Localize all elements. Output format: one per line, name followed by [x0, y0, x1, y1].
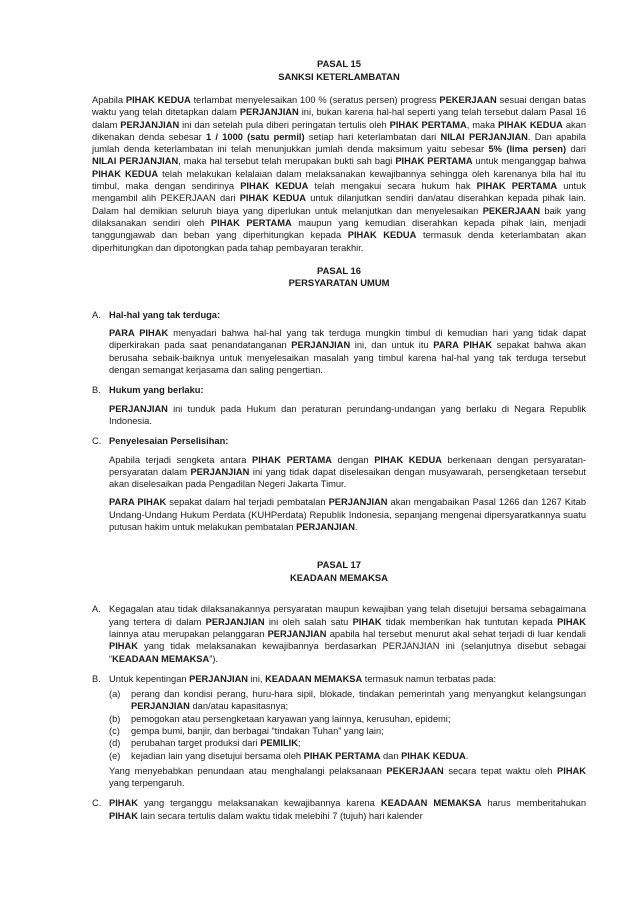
list-item: [109, 688, 586, 713]
text-run: PIHAK KEDUA: [401, 750, 466, 761]
list-text: [131, 689, 586, 711]
text-run: PERJANJIAN: [131, 701, 190, 712]
section-title: Hukum yang berlaku:: [109, 385, 204, 396]
section-paragraph: [109, 403, 586, 428]
pasal-17-number: PASAL 17: [317, 559, 361, 571]
section-a: [92, 309, 586, 376]
text-run: sepakat bahwa akan berusaha sebaik-baiknya untuk menyelesaikan masalah yang timbul karena hal-hal yang tak terduga tersebut dengan semangat kerjasama dan saling pengertian.: [109, 340, 586, 376]
text-run: ini tunduk pada Hukum dan peraturan perundang-undangan yang berlaku di Negara Republik Indonesia.: [109, 403, 586, 426]
text-run: lain secara tertulis dalam waktu tidak melebihi 7 (tujuh) hari kalender: [137, 810, 423, 821]
text-run: Apabila: [92, 95, 126, 105]
section-title: Hal-hal yang tak terduga:: [109, 309, 221, 320]
text-run: KEADAAN MEMAKSA: [265, 673, 363, 684]
list-item: [109, 725, 586, 737]
section-marker: B.: [92, 673, 101, 684]
text-run: gempa bumi, banjir, dan berbagai “tindakan Tuhan” yang lain;: [131, 725, 384, 736]
text-run: setiap hari keterlambatan dari: [304, 131, 441, 142]
text-run: ini oleh salah satu: [264, 616, 353, 627]
text-run: untuk mengambil alih PEKERJAAN dari: [92, 181, 586, 204]
pasal-15-paragraph: [92, 94, 586, 254]
pasal-15-heading: [92, 58, 586, 83]
section-paragraph: [109, 454, 586, 491]
text-run: pemogokan atau persengketaan karyawan yang lainnya, kerusuhan, epidemi;: [131, 713, 451, 724]
text-run: PERJANJIAN: [267, 628, 327, 639]
text-run: PIHAK: [109, 810, 138, 821]
text-run: terlambat menyelesaikan 100 % (seratus persen) progress: [190, 95, 440, 105]
section-marker: C.: [92, 436, 102, 447]
text-run: PIHAK KEDUA: [240, 181, 309, 192]
text-run: perubahan target produksi dari: [131, 738, 261, 749]
text-run: PIHAK KEDUA: [125, 95, 191, 105]
list-item: [109, 713, 586, 725]
text-run: PIHAK KEDUA: [497, 119, 563, 130]
text-run: PIHAK KEDUA: [92, 168, 159, 179]
text-run: dari: [566, 144, 586, 155]
text-run: ini dan setelah pula diberi peringatan tertulis oleh: [179, 119, 390, 130]
text-run: harus memberitahukan: [481, 798, 587, 809]
text-run: ;: [297, 738, 301, 749]
pasal-16-sections: [92, 309, 586, 533]
section-b: [92, 673, 586, 790]
section-marker: A.: [92, 604, 101, 615]
text-run: ”).: [209, 653, 218, 664]
text-run: telah mengakui secara hukum hak: [308, 181, 477, 192]
text-run: termasuk namun terbatas pada:: [362, 673, 497, 684]
pasal-16-title: PERSYARATAN UMUM: [288, 277, 390, 289]
text-run: PERJANJIAN: [205, 616, 265, 627]
list-marker: (b): [109, 713, 121, 724]
pasal-17-heading: [92, 559, 586, 584]
section-c: [92, 435, 586, 533]
list-text: [131, 726, 384, 736]
list-marker: (a): [109, 689, 121, 700]
list-text: [131, 714, 450, 724]
text-run: baik yang dilaksanakan sendiri oleh: [92, 205, 586, 228]
text-run: untuk menganggap bahwa: [472, 156, 586, 167]
text-run: berkenaan dengan persyaratan-persyaratan dalam: [109, 454, 586, 477]
text-run: PARA PIHAK: [109, 497, 167, 508]
text-run: Apabila terjadi sengketa antara: [109, 454, 253, 465]
text-run: .: [465, 750, 469, 761]
section-paragraph: [109, 765, 586, 790]
text-run: . Dan apabila jumlah denda keterlambatan ini telah menunjukkan jumlah denda maksimum yaitu sebesar: [92, 131, 586, 155]
text-run: PEKERJAAN: [482, 205, 541, 216]
text-run: apabila hal tersebut menurut akal sehat terjadi di luar kendali: [326, 628, 586, 639]
section-b: [92, 384, 586, 427]
section-paragraph: [109, 673, 586, 685]
text-run: PERJANJIAN: [190, 466, 250, 477]
text-run: NILAI PERJANJIAN: [92, 156, 179, 167]
text-run: telah melakukan kelalaian dalam melaksanakan kewajibannya sehingga oleh karenanya bila hal itu timbul, maka dengan sendirinya: [92, 168, 586, 192]
section-title: Penyelesaian Perselisihan:: [109, 436, 229, 447]
text-run: ini,: [248, 673, 266, 684]
text-run: dan/atau kapasitasnya;: [189, 701, 289, 712]
text-run: PERJANJIAN: [328, 497, 388, 508]
text-run: PIHAK PERTAMA: [476, 181, 558, 192]
text-run: yang terpengaruh.: [109, 778, 185, 789]
section-paragraph: [109, 327, 586, 376]
text-run: PERJANJIAN: [120, 119, 180, 130]
text-run: ini, bukan karena hal-hal seperti yang telah tersebut dalam Pasal 16 dalam: [92, 107, 586, 130]
text-run: yang tidak melaksanakan kewajibannya berdasarkan PERJANJIAN ini (selanjutnya disebut sebagai “: [109, 641, 586, 664]
section-paragraph: [109, 603, 586, 664]
list-marker: (e): [109, 750, 121, 761]
text-run: Untuk kepentingan: [109, 673, 190, 684]
text-run: menyadari bahwa hal-hal yang tak terduga mungkin timbul di kemudian hari yang tidak dapat diperkirakan pada saat penandatanganan: [109, 328, 586, 351]
section-marker: C.: [92, 798, 102, 809]
section-paragraph: [109, 496, 586, 533]
pasal-15-title: SANKSI KETERLAMBATAN: [278, 70, 400, 82]
text-run: sepakat dalam hal terjadi pembatalan: [166, 497, 329, 508]
text-run: PIHAK: [109, 798, 138, 809]
list-text: [131, 738, 301, 748]
text-run: sesuai dengan batas waktu yang telah ditetapkan dalam: [92, 95, 586, 118]
text-run: PEKERJAAN: [386, 765, 444, 776]
list-marker: (d): [109, 738, 121, 749]
text-run: PIHAK PERTAMA: [303, 750, 381, 761]
text-run: termasuk denda keterlambatan akan diperhitungkan dan dipotongkan pada tahap pembayaran terakhir.: [92, 230, 586, 253]
text-run: PERJANJIAN: [239, 107, 299, 118]
section-marker: B.: [92, 385, 101, 396]
text-run: ini yang tidak dapat diselesaikan dengan musyawarah, persengketaan tersebut akan diselesaikan pada Pengadilan Negeri Jakarta Timur.: [109, 466, 586, 490]
text-run: dengan: [331, 454, 375, 465]
text-run: PIHAK: [557, 765, 586, 776]
text-run: PERJANJIAN: [109, 403, 168, 414]
text-run: maupun yang kemudian diserahkan kepada pihak lain, menjadi tanggungjawab dan beban yang diperhitungkan kepada: [92, 217, 586, 241]
force-majeure-list: [109, 688, 586, 762]
pasal-16-heading: [92, 265, 586, 290]
pasal-17-sections: [92, 603, 586, 822]
list-marker: (c): [109, 725, 120, 736]
text-run: PIHAK KEDUA: [374, 454, 442, 465]
text-run: .: [355, 522, 358, 533]
text-run: kejadian lain yang disetujui bersama oleh: [131, 750, 304, 761]
text-run: KEADAAN MEMAKSA: [112, 653, 210, 664]
text-run: untuk dilanjutkan sendiri dan/atau diserahkan kepada pihak lain. Dalam hal demikian seluruh biaya yang diperlukan untuk melanjutkan dan menyelesaikan: [92, 193, 586, 216]
text-run: , maka hal tersebut telah merupakan bukti sah bagi: [178, 156, 396, 167]
text-run: KEADAAN MEMAKSA: [380, 798, 482, 809]
text-run: tidak memberikan hak tuntutan kepada: [381, 616, 558, 627]
text-run: akan mengabaikan Pasal 1266 dan 1267 Kitab Undang-Undang Hukum Perdata (KUHPerdata) Republik Indonesia, sepanjang mengenai dipersyaratkannya suatu putusan hakim untuk melakukan pembatalan: [109, 497, 586, 533]
text-run: secara tepat waktu oleh: [443, 765, 558, 776]
text-run: PEMILIK: [260, 738, 298, 749]
text-run: PIHAK: [557, 616, 586, 627]
text-run: dan: [380, 750, 402, 761]
text-run: PARA PIHAK: [109, 328, 169, 339]
pasal-16-number: PASAL 16: [317, 264, 361, 276]
section-c: [92, 797, 586, 822]
pasal-15-number: PASAL 15: [317, 58, 361, 69]
text-run: 1 / 1000 (satu permil): [206, 131, 305, 142]
section-paragraph: [109, 797, 586, 822]
text-run: PIHAK KEDUA: [347, 230, 417, 241]
text-run: PEKERJAAN: [439, 95, 497, 105]
text-run: PIHAK PERTAMA: [252, 454, 332, 465]
text-run: PIHAK PERTAMA: [389, 119, 467, 130]
text-run: 5% (lima persen): [488, 144, 567, 155]
text-run: PIHAK PERTAMA: [395, 156, 473, 167]
text-run: akan dikenakan denda sebesar: [92, 119, 586, 142]
pasal-17-title: KEADAAN MEMAKSA: [290, 571, 388, 583]
text-run: PIHAK: [352, 616, 382, 627]
text-run: perang dan kondisi perang, huru-hara sipil, blokade, tindakan pemerintah yang menyangkut kelangsungan: [131, 689, 586, 700]
text-run: PERJANJIAN: [296, 522, 355, 533]
text-run: NILAI PERJANJIAN: [440, 131, 528, 142]
text-run: PIHAK: [109, 641, 138, 652]
text-run: Kegagalan atau tidak dilaksanakannya persyaratan maupun kewajiban yang telah disetujui bersama sebagaimana yang tertera di dalam: [109, 604, 586, 627]
text-run: , maka: [466, 119, 498, 130]
text-run: ini, dan untuk itu: [350, 340, 434, 351]
text-run: PARA PIHAK: [433, 340, 493, 351]
text-run: PIHAK KEDUA: [239, 193, 306, 204]
text-run: PERJANJIAN: [291, 340, 351, 351]
text-run: Yang menyebabkan penundaan atau menghalangi pelaksanaan: [109, 765, 387, 776]
list-text: [131, 751, 468, 761]
text-run: PIHAK PERTAMA: [210, 217, 292, 228]
text-run: PERJANJIAN: [189, 673, 249, 684]
section-marker: A.: [92, 309, 101, 320]
section-a: [92, 603, 586, 664]
text-run: lainnya atau merupakan pelanggaran: [109, 628, 268, 639]
list-item: [109, 750, 586, 762]
text-run: yang terganggu melaksanakan kewajibannya karena: [137, 798, 381, 809]
list-item: [109, 737, 586, 749]
